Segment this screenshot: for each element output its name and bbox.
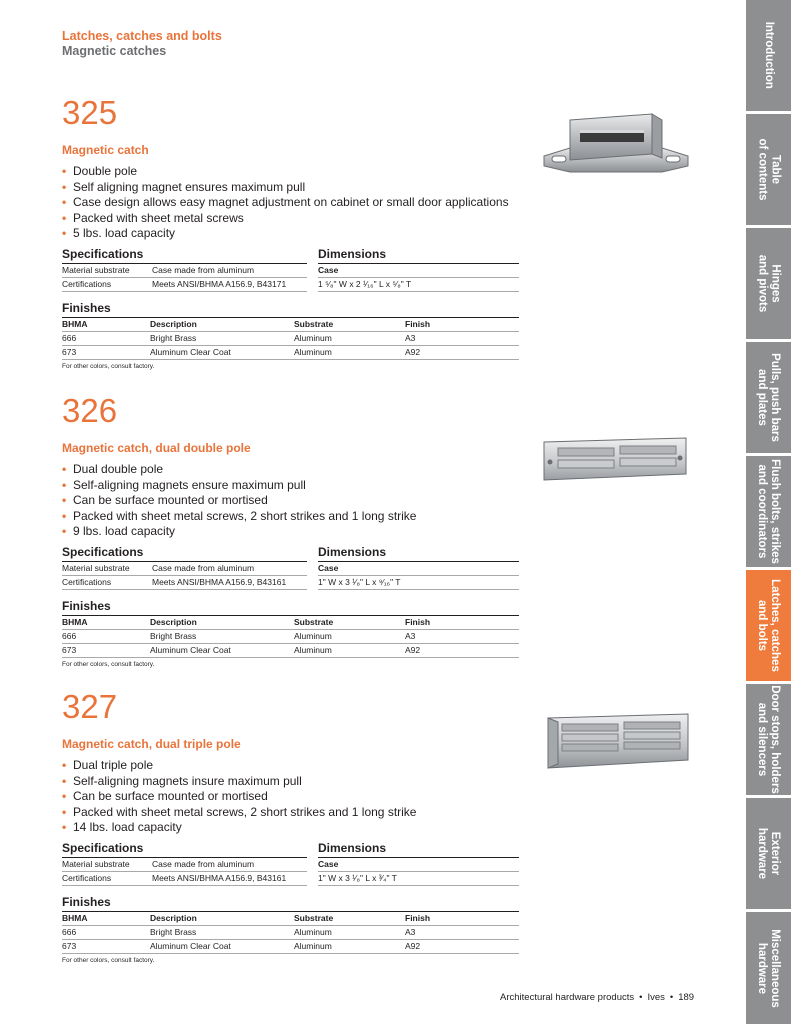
product-327 [62,690,519,964]
specifications-heading: Specifications [62,545,307,562]
tab-exterior[interactable] [746,798,791,909]
finishes-note: For other colors, consult factory. [62,956,155,964]
finishes-note: For other colors, consult factory. [62,660,155,668]
table-row: 666 Bright Brass Aluminum A3 [62,630,519,644]
feature-item: • Can be surface mounted or mortised [62,493,268,508]
table-row: Material substrate Case made from aluminum [62,858,307,872]
product-326 [62,394,519,668]
tab-door-stops[interactable] [746,684,791,795]
bullet: • [62,789,67,804]
specifications-table [62,545,307,590]
table-row: 666 Bright Brass Aluminum A3 [62,926,519,940]
product-title: Magnetic catch, dual triple pole [62,737,241,751]
bullet: • [62,524,67,539]
dimensions-heading: Dimensions [318,841,519,858]
feature-item: • 14 lbs. load capacity [62,820,182,835]
feature-item: • Self-aligning magnets insure maximum pull [62,773,302,788]
product-number: 327 [62,688,118,725]
tab-label: Exterior hardware [756,827,782,880]
page-number: 189 [678,992,695,1003]
table-row: 673 Aluminum Clear Coat Aluminum A92 [62,644,519,658]
feature-item: • Dual double pole [62,462,164,476]
bullet: • [62,164,67,178]
bullet: • [62,195,67,210]
bullet: • [62,493,67,508]
tab-latches[interactable] [746,570,791,681]
table-row: 1" W x 3 ¹⁄₈" L x ³⁄₄" T [318,872,519,886]
feature-item: • Packed with sheet metal screws [62,210,244,225]
table-header-row: Case [318,264,519,278]
dimensions-heading: Dimensions [318,545,519,562]
product-326-image [540,436,690,484]
table-row: 673 Aluminum Clear Coat Aluminum A92 [62,940,519,954]
table-row: 1 ⁵⁄₈" W x 2 ¹⁄₁₆" L x ⁵⁄₈" T [318,278,519,292]
tab-label: Introduction [762,21,775,90]
bullet: • [62,210,67,225]
bullet: • [62,226,67,241]
dimensions-table [318,247,519,292]
footer-brand: Ives [647,992,665,1003]
bullet: • [62,820,67,835]
feature-item: • 5 lbs. load capacity [62,226,176,241]
tab-label: Table of contents [756,138,782,201]
feature-item: • Dual triple pole [62,758,154,772]
footer-text: Architectural hardware products [500,992,635,1003]
product-327-image [544,712,692,772]
table-header-row: BHMA Description Substrate Finish [62,616,519,630]
table-row: Material substrate Case made from aluminum [62,562,307,576]
product-number: 325 [62,94,118,131]
product-325 [62,96,519,370]
tab-label: Miscellaneous hardware [756,928,781,1008]
bullet: • [62,462,67,476]
finishes-heading: Finishes [62,301,519,318]
table-header-row: Case [318,562,519,576]
bullet: • [62,773,67,788]
table-row: 1" W x 3 ¹⁄₈" L x ⁹⁄₁₆" T [318,576,519,590]
tab-label: Flush bolts, strikes and coordinators [756,459,781,564]
finishes-heading: Finishes [62,599,519,616]
tab-table-of-contents[interactable] [746,114,791,225]
specifications-table [62,247,307,292]
feature-list [62,164,519,242]
footer-separator: • [639,992,643,1003]
feature-item: • Case design allows easy magnet adjustment on cabinet or small door applications [62,195,509,210]
subcategory-title: Magnetic catches [62,44,167,58]
tab-miscellaneous[interactable] [746,912,791,1024]
bullet: • [62,179,67,194]
feature-item: • Self aligning magnet ensures maximum pull [62,179,306,194]
table-header-row: Case [318,858,519,872]
feature-item: • Can be surface mounted or mortised [62,789,268,804]
table-header-row: BHMA Description Substrate Finish [62,318,519,332]
feature-list [62,462,519,540]
table-row: Certifications Meets ANSI/BHMA A156.9, B43161 [62,576,307,590]
feature-item: • Packed with sheet metal screws, 2 short strikes and 1 long strike [62,508,417,523]
tab-label: Door stops, holders and silencers [756,685,781,794]
tab-hinges[interactable] [746,228,791,339]
section-tabs [746,0,791,1024]
product-title: Magnetic catch [62,143,149,157]
dimensions-heading: Dimensions [318,247,519,264]
finishes-table [62,599,519,668]
tab-pulls[interactable] [746,342,791,453]
table-row: Material substrate Case made from aluminum [62,264,307,278]
specifications-heading: Specifications [62,247,307,264]
tab-label: Pulls, push bars and plates [756,353,782,442]
tab-label: Latches, catches and bolts [756,579,781,672]
feature-item: • Packed with sheet metal screws, 2 short strikes and 1 long strike [62,804,417,819]
table-row: 673 Aluminum Clear Coat Aluminum A92 [62,346,519,360]
bullet: • [62,477,67,492]
table-row: 666 Bright Brass Aluminum A3 [62,332,519,346]
finishes-table [62,301,519,370]
finishes-table [62,895,519,964]
finishes-heading: Finishes [62,895,519,912]
page-footer [500,992,694,1003]
product-number: 326 [62,392,118,429]
specifications-table [62,841,307,886]
bullet: • [62,508,67,523]
specifications-heading: Specifications [62,841,307,858]
tab-introduction[interactable] [746,0,791,111]
table-header-row: BHMA Description Substrate Finish [62,912,519,926]
feature-item: • Self-aligning magnets ensure maximum pull [62,477,306,492]
category-title: Latches, catches and bolts [62,29,222,43]
dimensions-table [318,545,519,590]
bullet: • [62,804,67,819]
tab-label: Hinges and pivots [756,254,782,313]
product-title: Magnetic catch, dual double pole [62,441,251,455]
tab-flush-bolts[interactable] [746,456,791,567]
feature-list [62,758,519,836]
table-row: Certifications Meets ANSI/BHMA A156.9, B43171 [62,278,307,292]
footer-separator: • [669,992,674,1003]
feature-item: • Double pole [62,164,138,178]
product-325-image [540,108,692,176]
page-header [62,29,222,58]
finishes-note: For other colors, consult factory. [62,362,155,370]
bullet: • [62,758,67,772]
table-row: Certifications Meets ANSI/BHMA A156.9, B43161 [62,872,307,886]
dimensions-table [318,841,519,886]
feature-item: • 9 lbs. load capacity [62,524,176,539]
